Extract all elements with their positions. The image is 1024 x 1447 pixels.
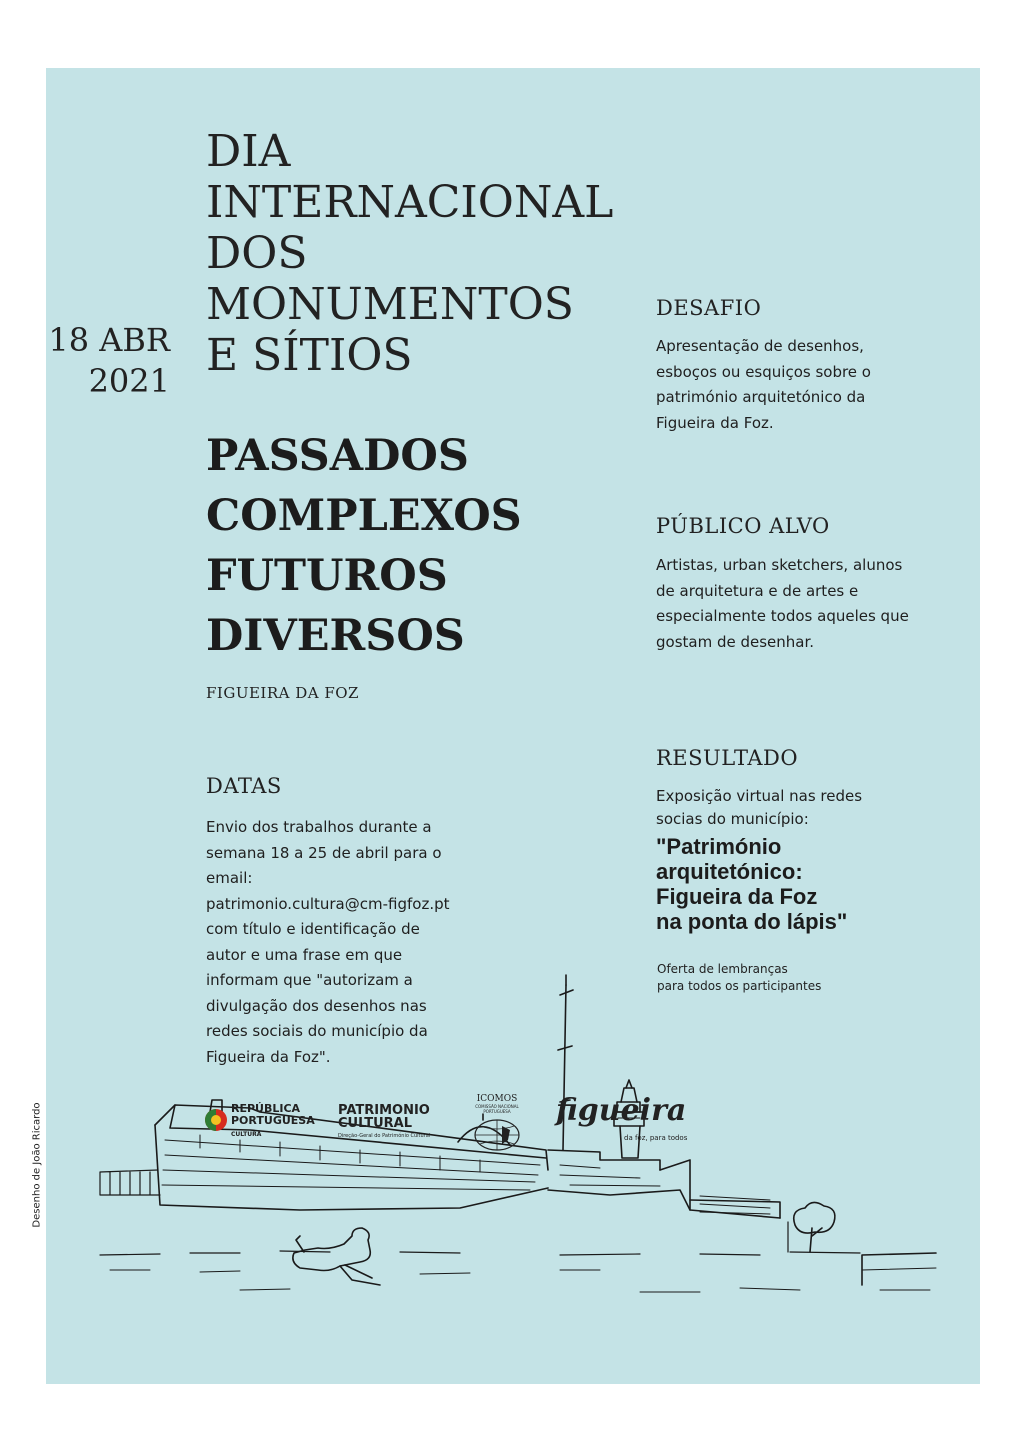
patrimonio-cultural-logo (338, 1104, 430, 1143)
note-line: Oferta de lembranças (657, 962, 788, 976)
datas-line: com título e identificação de (206, 920, 420, 938)
logo-subtext: Direção-Geral do Património Cultural (338, 1133, 431, 1139)
theme-line: DIVERSOS (206, 611, 465, 661)
title-line: MONUMENTOS (206, 279, 574, 330)
datas-line: redes sociais do município da (206, 1022, 428, 1040)
publico-heading: PÚBLICO ALVO (656, 514, 830, 538)
datas-line: informam que "autorizam a (206, 971, 413, 989)
title-line: INTERNACIONAL (206, 177, 614, 228)
datas-line: divulgação dos desenhos nas (206, 996, 427, 1015)
publico-line: especialmente todos aqueles que (656, 607, 909, 625)
logo-text: PORTUGUESA (231, 1114, 315, 1127)
resultado-line: Exposição virtual nas redes (656, 787, 863, 805)
datas-line: email: (206, 869, 253, 887)
date-day-month: 18 ABR (48, 321, 170, 359)
theme-line: FUTUROS (206, 551, 448, 601)
desafio-line: património arquitetónico da (656, 388, 866, 406)
republica-portuguesa-emblem-icon (203, 1100, 229, 1140)
datas-email[interactable]: patrimonio.cultura@cm-figfoz.pt (206, 894, 450, 913)
figueira-logo: figueira (556, 1093, 687, 1128)
theme-line: PASSADOS (206, 431, 469, 481)
datas-line: semana 18 a 25 de abril para o (206, 843, 442, 862)
publico-line: Artistas, urban sketchers, alunos (656, 556, 903, 574)
datas-line: Envio dos trabalhos durante a (206, 818, 432, 836)
theme-line: COMPLEXOS (206, 491, 522, 541)
logo-subtext: CULTURA (231, 1131, 262, 1138)
quote-line: Figueira da Foz (656, 884, 818, 909)
figueira-tagline: da foz, para todos (624, 1134, 688, 1142)
logo-subtext: COMISSÃO NACIONAL (475, 1104, 519, 1109)
title-line: E SÍTIOS (206, 330, 413, 381)
desafio-line: Figueira da Foz. (656, 413, 774, 432)
title-line: DIA (206, 126, 291, 177)
datas-line: Figueira da Foz". (206, 1047, 331, 1066)
publico-line: de arquitetura e de artes e (656, 581, 859, 600)
publico-line: gostam de desenhar. (656, 632, 815, 651)
quote-line: na ponta do lápis" (656, 909, 848, 934)
illustration-credit: Desenho de João Ricardo (31, 1102, 43, 1228)
icomos-logo (469, 1094, 525, 1114)
logo-text: CULTURAL (338, 1116, 413, 1131)
quote-line: "Património (656, 834, 782, 859)
title-line: DOS (206, 228, 308, 279)
resultado-line: socias do município: (656, 810, 809, 828)
logo-subtext: PORTUGUESA (483, 1109, 511, 1114)
location-label: FIGUEIRA DA FOZ (206, 684, 359, 702)
logo-text: REPÚBLICA (231, 1102, 301, 1115)
desafio-heading: DESAFIO (656, 296, 762, 320)
note-line: para todos os participantes (657, 979, 822, 993)
datas-line: autor e uma frase em que (206, 945, 403, 964)
desafio-line: Apresentação de desenhos, (656, 337, 864, 355)
desafio-line: esboços ou esquiços sobre o (656, 362, 871, 381)
icomos-globe-icon (472, 1118, 522, 1152)
republica-portuguesa-logo (231, 1103, 315, 1141)
logo-text: PATRIMONIO (338, 1103, 430, 1118)
date-year: 2021 (88, 362, 170, 400)
logo-text: ICOMOS (476, 1094, 518, 1104)
resultado-heading: RESULTADO (656, 746, 799, 770)
quote-line: arquitetónico: (656, 859, 803, 884)
datas-heading: DATAS (206, 774, 282, 798)
